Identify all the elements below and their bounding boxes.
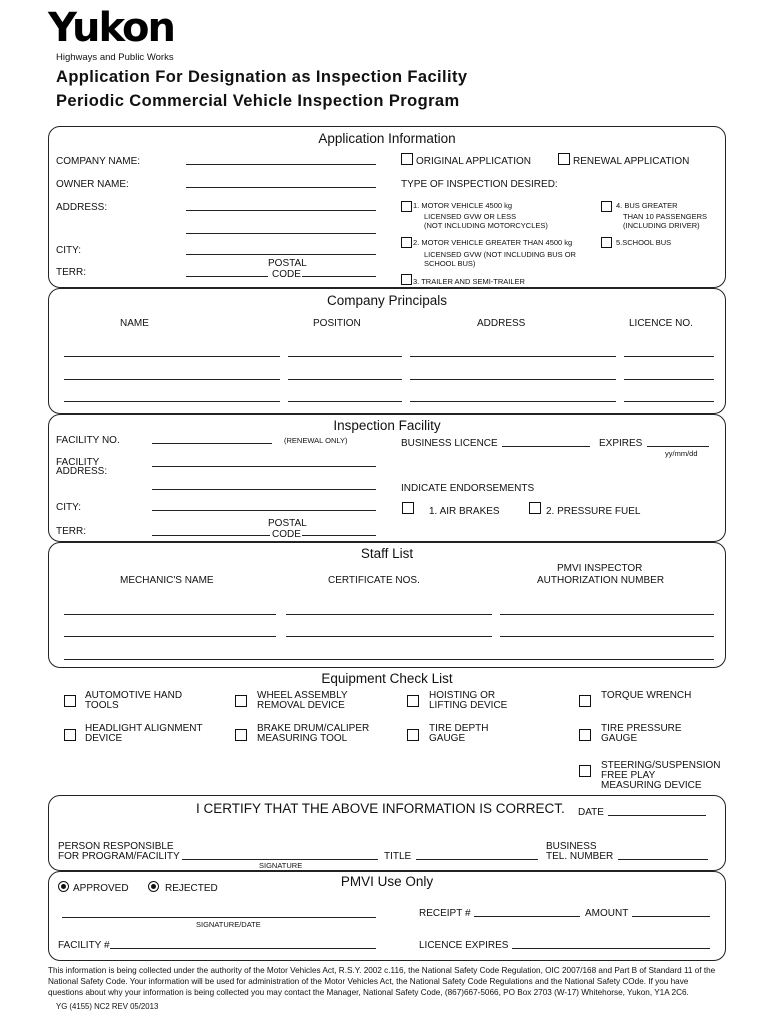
tire-pressure-label-line2: GAUGE — [601, 733, 638, 744]
facility-code-label: CODE — [272, 529, 301, 540]
inspection-type-1-line3: (NOT INCLUDING MOTORCYCLES) — [424, 221, 548, 230]
hoisting-device-checkbox[interactable] — [407, 695, 419, 707]
licence-expires-label: LICENCE EXPIRES — [419, 940, 509, 951]
rejected-radio[interactable] — [148, 881, 159, 892]
principal-3-address-field[interactable] — [410, 401, 616, 402]
torque-wrench-checkbox[interactable] — [579, 695, 591, 707]
staff-1-certificate-field[interactable] — [286, 614, 492, 615]
inspection-facility-heading: Inspection Facility — [333, 418, 441, 433]
tel-number-label: TEL. NUMBER — [546, 851, 614, 862]
title-label: TITLE — [384, 851, 412, 862]
company-name-field[interactable] — [186, 164, 376, 165]
amount-label: AMOUNT — [585, 908, 629, 919]
principal-2-address-field[interactable] — [410, 379, 616, 380]
tire-pressure-label: TIRE PRESSURE — [601, 723, 682, 734]
business-licence-label: BUSINESS LICENCE — [401, 438, 498, 449]
pmvi-inspector-header: PMVI INSPECTOR — [557, 563, 643, 574]
indicate-endorsements-label: INDICATE ENDORSEMENTS — [401, 483, 535, 494]
principal-3-licence-field[interactable] — [624, 401, 714, 402]
expires-label: EXPIRES — [599, 438, 643, 449]
receipt-field[interactable] — [474, 916, 580, 917]
inspection-type-2-line3: SCHOOL BUS) — [424, 259, 476, 268]
facility-no-field[interactable] — [152, 443, 272, 444]
authorization-number-header: AUTHORIZATION NUMBER — [537, 575, 665, 586]
brake-drum-checkbox[interactable] — [235, 729, 247, 741]
original-application-checkbox[interactable] — [401, 153, 413, 165]
facility-no-label: FACILITY NO. — [56, 435, 120, 446]
expires-field[interactable] — [647, 446, 709, 447]
approved-label: APPROVED — [73, 883, 129, 894]
inspection-type-1-line2: LICENSED GVW OR LESS — [424, 212, 517, 221]
inspection-type-2-line2: LICENSED GVW (NOT INCLUDING BUS OR — [424, 250, 576, 259]
principal-name-header: NAME — [120, 318, 149, 329]
staff-3-field[interactable] — [64, 659, 714, 660]
business-licence-field[interactable] — [502, 446, 590, 447]
form-title-line2: Periodic Commercial Vehicle Inspection Program — [56, 92, 460, 110]
automotive-hand-tools-checkbox[interactable] — [64, 695, 76, 707]
title-field[interactable] — [416, 859, 538, 860]
certify-date-field[interactable] — [608, 815, 706, 816]
principal-3-name-field[interactable] — [64, 401, 280, 402]
owner-name-label: OWNER NAME: — [56, 179, 129, 190]
pmvi-signature-date-field[interactable] — [62, 917, 376, 918]
company-principals-heading: Company Principals — [326, 293, 448, 308]
inspection-type-2-checkbox[interactable] — [401, 237, 412, 248]
code-label: CODE — [272, 269, 301, 280]
wheel-assembly-label: WHEEL ASSEMBLY — [257, 690, 348, 701]
pmvi-facility-label: FACILITY # — [58, 940, 110, 951]
headlight-alignment-checkbox[interactable] — [64, 729, 76, 741]
inspection-type-2-label: 2. MOTOR VEHICLE GREATER THAN 4500 kg — [413, 238, 573, 247]
brake-drum-label-line2: MEASURING TOOL — [257, 733, 348, 744]
renewal-only-note: (RENEWAL ONLY) — [284, 436, 348, 445]
tire-depth-label: TIRE DEPTH — [429, 723, 489, 734]
inspection-type-4-line3: (INCLUDING DRIVER) — [623, 221, 700, 230]
type-of-inspection-label: TYPE OF INSPECTION DESIRED: — [401, 179, 558, 190]
address-field-line1[interactable] — [186, 210, 376, 211]
receipt-label: RECEIPT # — [419, 908, 471, 919]
department-name: Highways and Public Works — [56, 52, 174, 63]
terr-field[interactable] — [186, 276, 268, 277]
signature-caption: SIGNATURE — [259, 861, 303, 870]
principal-1-position-field[interactable] — [288, 356, 402, 357]
pmvi-use-only-heading: PMVI Use Only — [340, 874, 434, 889]
principal-position-header: POSITION — [313, 318, 361, 329]
renewal-application-checkbox[interactable] — [558, 153, 570, 165]
owner-name-field[interactable] — [186, 187, 376, 188]
inspection-type-4-checkbox[interactable] — [601, 201, 612, 212]
principal-2-licence-field[interactable] — [624, 379, 714, 380]
automotive-hand-tools-label: AUTOMOTIVE HAND — [85, 690, 183, 701]
wheel-assembly-label-line2: REMOVAL DEVICE — [257, 700, 345, 711]
mechanic-name-header: MECHANIC'S NAME — [120, 575, 214, 586]
principal-licence-header: LICENCE NO. — [629, 318, 693, 329]
headlight-alignment-label: HEADLIGHT ALIGNMENT — [85, 723, 203, 734]
staff-1-mechanic-field[interactable] — [64, 614, 276, 615]
pmvi-facility-field[interactable] — [110, 948, 376, 949]
automotive-hand-tools-label-line2: TOOLS — [85, 700, 119, 711]
renewal-application-label: RENEWAL APPLICATION — [573, 156, 690, 167]
inspection-type-5-label: 5.SCHOOL BUS — [616, 238, 672, 247]
form-id: YG (4155) NC2 REV 05/2013 — [56, 1002, 159, 1011]
facility-terr-field[interactable] — [152, 535, 270, 536]
principal-1-licence-field[interactable] — [624, 356, 714, 357]
approved-radio[interactable] — [58, 881, 69, 892]
facility-terr-label: TERR: — [56, 526, 86, 537]
tire-pressure-checkbox[interactable] — [579, 729, 591, 741]
torque-wrench-label: TORQUE WRENCH — [601, 690, 692, 701]
staff-list-heading: Staff List — [360, 546, 414, 561]
person-responsible-label: PERSON RESPONSIBLE — [58, 841, 174, 852]
steering-suspension-label-line2: FREE PLAY — [601, 770, 656, 781]
hoisting-device-label: HOISTING OR — [429, 690, 496, 701]
facility-address-field-line1[interactable] — [152, 466, 376, 467]
principal-2-position-field[interactable] — [288, 379, 402, 380]
inspection-type-3-label: 3. TRAILER AND SEMI-TRAILER — [413, 277, 525, 286]
wheel-assembly-checkbox[interactable] — [235, 695, 247, 707]
inspection-type-1-label: 1. MOTOR VEHICLE 4500 kg — [413, 201, 513, 210]
air-brakes-checkbox[interactable] — [402, 502, 414, 514]
business-label: BUSINESS — [546, 841, 597, 852]
inspection-type-5-checkbox[interactable] — [601, 237, 612, 248]
facility-address-field-line2[interactable] — [152, 489, 376, 490]
inspection-facility-section — [48, 414, 726, 542]
address-label: ADDRESS: — [56, 202, 108, 213]
steering-suspension-checkbox[interactable] — [579, 765, 591, 777]
amount-field[interactable] — [632, 916, 710, 917]
original-application-label: ORIGINAL APPLICATION — [416, 156, 532, 167]
form-title-line1: Application For Designation as Inspection Facility — [56, 68, 468, 86]
inspection-type-4-label: 4. BUS GREATER — [616, 201, 678, 210]
tire-depth-checkbox[interactable] — [407, 729, 419, 741]
facility-label: FACILITY — [56, 457, 100, 468]
air-brakes-label: 1. AIR BRAKES — [429, 506, 500, 517]
facility-city-label: CITY: — [56, 502, 82, 513]
staff-2-mechanic-field[interactable] — [64, 636, 276, 637]
certify-statement: I CERTIFY THAT THE ABOVE INFORMATION IS CORRECT. — [196, 801, 565, 816]
postal-label: POSTAL — [268, 258, 307, 269]
headlight-alignment-label-line2: DEVICE — [85, 733, 123, 744]
terr-label: TERR: — [56, 267, 86, 278]
principal-1-name-field[interactable] — [64, 356, 280, 357]
facility-postal-label: POSTAL — [268, 518, 307, 529]
brake-drum-label: BRAKE DRUM/CALIPER — [257, 723, 370, 734]
rejected-label: REJECTED — [165, 883, 218, 894]
certify-date-label: DATE — [578, 807, 604, 818]
inspection-type-3-checkbox[interactable] — [401, 274, 412, 285]
pressure-fuel-checkbox[interactable] — [529, 502, 541, 514]
postal-code-field[interactable] — [302, 276, 376, 277]
signature-date-caption: SIGNATURE/DATE — [196, 920, 261, 929]
equipment-check-list-heading: Equipment Check List — [321, 671, 453, 686]
privacy-notice: This information is being collected under the authority of the Motor Vehicles Act, R.S.Y. 2002 c.116, the National Safety Code Regulation, OIC 2007/168 and Part B of Standard 11 of the National Safety Code. Your information will be used for administration of the Motor Vehicles Act, the National Safety Code Regulations and the National Safety COde. If you have questions about why your information is being collected you may contact the Manager, National Safety Code, (867)667-5066, PO Box 2703 (W-17) Whitehorse, Yukon, Y1A 2C6. — [48, 966, 716, 997]
application-information-heading: Application Information — [318, 131, 456, 146]
inspection-type-1-checkbox[interactable] — [401, 201, 412, 212]
pressure-fuel-label: 2. PRESSURE FUEL — [546, 506, 641, 517]
staff-2-certificate-field[interactable] — [286, 636, 492, 637]
principal-1-address-field[interactable] — [410, 356, 616, 357]
steering-suspension-label: STEERING/SUSPENSION — [601, 760, 721, 771]
yukon-logo: Yukon — [48, 5, 175, 51]
tel-number-field[interactable] — [618, 859, 708, 860]
tire-depth-label-line2: GAUGE — [429, 733, 466, 744]
signature-field[interactable] — [182, 859, 378, 860]
facility-city-field[interactable] — [152, 510, 376, 511]
date-format-note: yy/mm/dd — [665, 449, 698, 458]
inspection-type-4-line2: THAN 10 PASSENGERS — [623, 212, 708, 221]
principal-3-position-field[interactable] — [288, 401, 402, 402]
city-field[interactable] — [186, 254, 376, 255]
address-field-line2[interactable] — [186, 233, 376, 234]
staff-2-authorization-field[interactable] — [500, 636, 714, 637]
hoisting-device-label-line2: LIFTING DEVICE — [429, 700, 508, 711]
facility-address-label: ADDRESS: — [56, 466, 108, 477]
steering-suspension-label-line3: MEASURING DEVICE — [601, 780, 702, 791]
principal-2-name-field[interactable] — [64, 379, 280, 380]
staff-1-authorization-field[interactable] — [500, 614, 714, 615]
licence-expires-field[interactable] — [512, 948, 710, 949]
principal-address-header: ADDRESS — [477, 318, 526, 329]
facility-postal-code-field[interactable] — [302, 535, 376, 536]
for-program-facility-label: FOR PROGRAM/FACILITY — [58, 851, 180, 862]
company-name-label: COMPANY NAME: — [56, 156, 141, 167]
city-label: CITY: — [56, 245, 82, 256]
certificate-nos-header: CERTIFICATE NOS. — [328, 575, 420, 586]
